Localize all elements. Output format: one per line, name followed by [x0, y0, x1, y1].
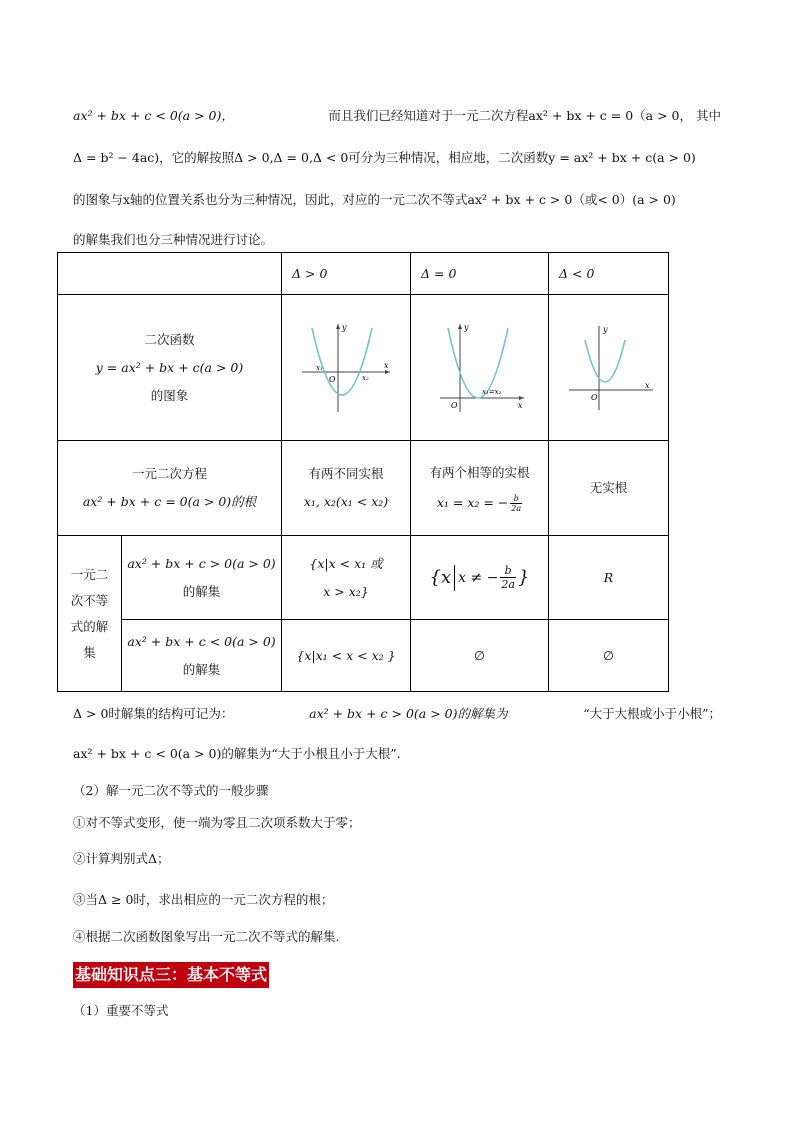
solution-group-line-2: 次不等: [70, 592, 109, 608]
solution-group-line-1: 一元二: [70, 566, 109, 582]
y-axis-arrow-icon: [336, 324, 340, 329]
x-axis-label: x: [517, 400, 523, 410]
roots-two-distinct-cell: [282, 441, 411, 536]
discriminant-table: [57, 252, 669, 692]
roots-double-expr: [411, 493, 548, 513]
solution-group-line-4: 集: [83, 644, 96, 660]
parabola-curve: [312, 328, 372, 395]
parabola-no-root-graph: [561, 320, 657, 416]
section-heading: 基础知识点三：基本不等式: [73, 962, 269, 988]
table-header-row: [58, 253, 669, 295]
fraction-numerator: b: [504, 564, 512, 577]
header-delta-zero: Δ = 0: [411, 253, 549, 295]
after-line-1: [73, 704, 721, 724]
x-axis-arrow-icon: [385, 370, 390, 374]
table-row-solution-gt: [58, 536, 669, 620]
parabola-curve: [585, 340, 625, 382]
y-axis-label: y: [342, 322, 347, 332]
roots-double-cell: [411, 441, 549, 536]
roots-none-cell: 无实根: [549, 441, 669, 536]
y-axis-label: y: [463, 322, 469, 332]
solution-gt-double-expr: [411, 564, 548, 591]
set-fraction: [500, 564, 516, 591]
graph-cell-two-roots: [282, 295, 411, 441]
intro-line-2: Δ = b² − 4ac)，它的解按照Δ > 0,Δ = 0,Δ < 0可分为三种情况，相应地，二次函数y = ax² + bx + c(a > 0): [73, 150, 696, 165]
step-4: ④根据二次函数图象写出一元二次不等式的解集.: [73, 929, 340, 944]
solution-lt-no-root: ∅: [549, 620, 669, 692]
after-line-1-right: “大于大根或小于小根”；: [583, 706, 721, 721]
fraction-denominator: 2a: [511, 503, 522, 513]
roots-double-lhs: x₁ = x₂ = −: [436, 495, 509, 510]
root-x1-label: x₁: [316, 363, 323, 372]
solution-lt-double-root: ∅: [411, 620, 549, 692]
roots-label-line-1: 一元二次方程: [131, 466, 207, 481]
graph-cell-double-root: [411, 295, 549, 441]
solution-gt-two-roots-line-2: x > x₂}: [323, 583, 369, 599]
header-delta-positive: Δ > 0: [282, 253, 411, 295]
solution-gt-no-root: R: [549, 536, 669, 620]
section-sub-1: （1）重要不等式: [73, 1003, 169, 1018]
fraction-numerator: b: [513, 493, 519, 503]
intro-line-4: 的解集我们也分三种情况进行讨论。: [73, 232, 274, 247]
graph-label-line-3: 的图象: [150, 387, 189, 403]
intro-line-1-right: 而且我们已经知道对于一元二次方程ax² + bx + c = 0（a > 0， 其中: [328, 108, 721, 123]
x-axis-label: x: [644, 380, 650, 390]
table-row-roots: [58, 441, 669, 536]
solution-gt-two-roots: [282, 536, 411, 620]
set-condition: x ≠ −: [458, 569, 499, 586]
header-delta-negative: Δ < 0: [549, 253, 669, 295]
roots-double-title: 有两个相等的实根: [429, 465, 530, 480]
root-x2-label: x₂: [362, 373, 369, 382]
solution-gt-label: [122, 536, 282, 620]
solution-lt-label: [122, 620, 282, 692]
solution-gt-suffix: 的解集: [182, 583, 221, 599]
graph-label-line-2: y = ax² + bx + c(a > 0): [95, 359, 244, 375]
intro-line-1: [73, 106, 721, 126]
table-row-graph: [58, 295, 669, 441]
step-3: ③当Δ ≥ 0时，求出相应的一元二次方程的根；: [73, 892, 334, 907]
x-axis-arrow-icon: [519, 396, 524, 400]
fraction-denominator: 2a: [501, 578, 515, 591]
origin-label: O: [329, 374, 336, 384]
y-axis-label: y: [602, 324, 608, 334]
solution-lt-inequality: ax² + bx + c < 0(a > 0): [127, 633, 276, 649]
origin-label: O: [450, 400, 458, 410]
graph-label-line-1: 二次函数: [144, 331, 195, 347]
roots-two-distinct-title: 有两不同实根: [308, 466, 384, 481]
table-row-solution-lt: [58, 620, 669, 692]
roots-two-distinct-expr: x₁, x₂(x₁ < x₂): [303, 494, 389, 509]
graph-row-label: [58, 295, 282, 441]
step-2: ②计算判别式Δ；: [73, 851, 170, 866]
intro-line-3: 的图象与x轴的位置关系也分为三种情况，因此，对应的一元二次不等式ax² + bx + c > 0（或< 0）(a > 0): [73, 192, 676, 207]
roots-double-fraction: [510, 494, 522, 513]
origin-label: O: [590, 392, 598, 402]
solution-lt-suffix: 的解集: [182, 661, 221, 677]
double-root-label: x₁=x₂: [481, 387, 501, 396]
set-right-brace: }: [517, 566, 530, 588]
roots-row-label: [58, 441, 282, 536]
solution-group-label: [58, 536, 122, 692]
set-divider: [454, 565, 455, 591]
after-line-1-left: Δ > 0时解集的结构可记为：: [73, 706, 234, 721]
intro-line-1-left: ax² + bx + c < 0(a > 0)，: [73, 108, 234, 123]
x-axis-label: x: [384, 360, 389, 370]
solution-gt-two-roots-line-1: {x|x < x₁ 或: [309, 555, 383, 571]
parabola-two-roots-graph: [298, 320, 394, 416]
solution-gt-double-root: [411, 536, 549, 620]
y-axis-arrow-icon: [458, 324, 462, 329]
steps-title: （2）解一元二次不等式的一般步骤: [73, 783, 269, 798]
parabola-double-root-graph: [432, 320, 528, 416]
step-1: ①对不等式变形，使一端为零且二次项系数大于零；: [73, 815, 361, 830]
solution-gt-inequality: ax² + bx + c > 0(a > 0): [127, 555, 276, 571]
set-left-brace: {x: [429, 566, 452, 588]
after-line-1-mid: ax² + bx + c > 0(a > 0)的解集为: [309, 706, 508, 721]
solution-group-line-3: 式的解: [70, 618, 109, 634]
solution-lt-two-roots: {x|x₁ < x < x₂ }: [282, 620, 411, 692]
roots-label-line-2: ax² + bx + c = 0(a > 0)的根: [82, 494, 257, 509]
after-line-2: ax² + bx + c < 0(a > 0)的解集为“大于小根且小于大根”.: [73, 746, 401, 761]
graph-cell-no-root: [549, 295, 669, 441]
header-empty-cell: [58, 253, 282, 295]
